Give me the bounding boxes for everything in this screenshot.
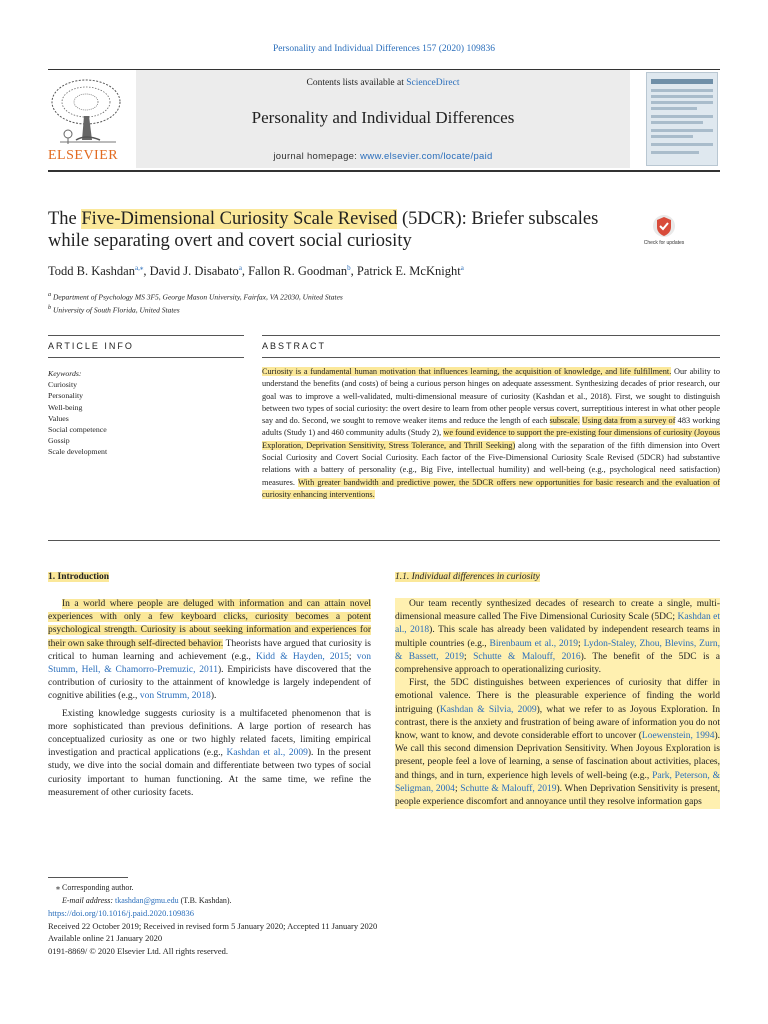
keyword-item: Personality	[48, 391, 84, 401]
abstract-mid-rule	[262, 357, 720, 358]
intro-paragraph-2	[48, 708, 371, 800]
s11-p1-text: ;	[464, 651, 474, 662]
intro-p1-text: ).	[210, 691, 217, 702]
abstract-text	[262, 366, 720, 501]
keyword-item: Scale development	[48, 447, 108, 457]
article-info-mid-rule	[48, 357, 244, 358]
s11-p1-text: Our team recently synthesized decades of research to create a single, multi-dimensional measure called The Five Dimensional Curiosity Scale (5DC;	[395, 599, 720, 623]
citation-link[interactable]: Kashdan & Silvia, 2009	[439, 704, 537, 715]
citation-link[interactable]: Kidd & Hayden, 2015	[256, 651, 349, 662]
citation-link[interactable]: von Stumm, Hell, & Chamorro-Premuzic, 2011	[48, 651, 372, 676]
contents-prefix: Contents lists available at	[306, 78, 407, 88]
abstract-highlight: Curiosity is a fundamental human motivation that influences learning, the acquisition of knowledge, and life fulfillment.	[262, 367, 672, 376]
keyword-item: Social competence	[48, 425, 107, 435]
title-highlight: Five-Dimensional Curiosity Scale Revised	[81, 209, 398, 229]
email-suffix: (T.B. Kashdan).	[178, 895, 232, 905]
introduction-heading	[48, 572, 109, 582]
citation-link[interactable]: von Strumm, 2018	[139, 691, 211, 702]
s11-p2-text: ), what we refer to as Joyous Exploration. In contrast, there is the anxiety and frustration of being aware of information you do not know, want to know, and devote considerable effort to uncover (	[395, 704, 721, 742]
affiliation-text: Department of Psychology MS 3F5, George Mason University, Fairfax, VA 22030, United States	[53, 292, 343, 302]
intro-paragraph-1	[48, 598, 371, 704]
available-online: Available online 21 January 2020	[48, 933, 163, 943]
keyword-item: Gossip	[48, 436, 70, 446]
author-sup[interactable]: b	[347, 264, 351, 272]
author-sup[interactable]: a,⁎	[134, 264, 144, 272]
title-part1: The	[48, 209, 82, 229]
corresponding-author-note: ⁎ Corresponding author.	[56, 883, 134, 892]
s11-p1-text: ;	[578, 638, 584, 649]
keywords-block	[48, 368, 107, 458]
section11-paragraph-2	[395, 677, 720, 809]
s11-p2-text: ). We call this second dimension Deprivation Sensitivity. When Joyous Exploration is present, people feel a love of learning, a sense of fascination about activities, places, and things, and in turn, experience high levels of well-being (e.g.,	[395, 731, 720, 781]
intro-p1-text: ;	[348, 651, 357, 662]
author-name[interactable]: Fallon R. Goodman	[248, 264, 348, 279]
abstract-heading: ABSTRACT	[262, 341, 327, 351]
citation-link[interactable]: Schutte & Malouff, 2019	[460, 783, 557, 794]
elsevier-wordmark: ELSEVIER	[48, 148, 119, 163]
sciencedirect-link[interactable]: ScienceDirect	[406, 78, 460, 88]
citation-link[interactable]: Birenbaum et al., 2019	[489, 638, 578, 649]
email-line	[48, 895, 377, 908]
journal-cover-thumbnail[interactable]	[646, 72, 718, 166]
section-1-1-heading-text: 1.1. Individual differences in curiosity	[395, 572, 540, 582]
footnotes	[48, 882, 377, 957]
intro-p2-text: Existing knowledge suggests curiosity is a multifaceted phenomenon that is more sophisticated than previous definitions. A large portion of research has conceptualized curiosity as one or two highly related facets, limiting empirical investigation and practical applications (e.g.,	[48, 708, 371, 759]
abstract-bottom-rule	[48, 540, 720, 541]
section11-paragraph-1	[395, 598, 720, 677]
elsevier-tree-logo	[46, 76, 130, 148]
journal-homepage-line	[136, 151, 630, 162]
citation-link[interactable]: Kashdan et al., 2018	[395, 612, 720, 636]
check-for-updates-icon[interactable]	[643, 212, 685, 252]
affiliation-item	[48, 290, 343, 303]
author-name[interactable]: Patrick E. McKnight	[356, 264, 461, 279]
email-link[interactable]: tkashdan@gmu.edu	[115, 895, 179, 905]
abstract-span: along with the separation of the fifth dimension into Overt Social Curiosity and Covert Social Curiosity. Each factor of the Five-Dimensional Curiosity Scale Revised (5DCR) had substantive relations with a battery of personality (e.g., Big Five, intellectual humility) and well-being (e.g., psychological need satisfaction) measures.	[262, 440, 720, 487]
journal-name: Personality and Individual Differences	[251, 108, 515, 127]
homepage-prefix: journal homepage:	[273, 151, 361, 162]
author-list: Todd B. Kashdan$^{a,⁎}$, David J. Disabato$^a$, Fallon R. Goodman$^b$, Patrick E. McKnight$^a$	[48, 264, 464, 279]
citation-link[interactable]: Loewenstein, 1994	[641, 731, 715, 742]
author-name[interactable]: Todd B. Kashdan	[48, 264, 135, 279]
affiliation-sup: b	[48, 303, 52, 311]
received-dates: Received 22 October 2019; Received in revised form 5 January 2020; Accepted 11 January 2020	[48, 920, 378, 931]
article-info-heading: ARTICLE INFO	[48, 341, 134, 351]
article-title	[48, 208, 608, 252]
s11-p2-text: ). When Deprivation Sensitivity is present, people experience discomfort and annoyance until they resolve information gaps	[395, 783, 721, 808]
abstract-top-rule	[262, 335, 720, 336]
intro-p1-text: Theorists have argued that curiosity is critical to human learning and achievement (e.g.,	[48, 638, 371, 662]
author-name[interactable]: David J. Disabato	[149, 264, 239, 279]
author-sup[interactable]: a	[460, 264, 464, 272]
abstract-highlight: we found evidence to support the pre-existing four dimensions of curiosity (Joyous Exploration, Deprivation Sensitivity, Stress Tolerance, and Thrill Seeking)	[262, 428, 720, 450]
journal-citation[interactable]: Personality and Individual Differences 157 (2020) 109836	[273, 44, 495, 54]
doi-link[interactable]: https://doi.org/10.1016/j.paid.2020.109836	[48, 908, 194, 918]
email-label: E-mail address:	[62, 895, 116, 905]
citation-link[interactable]: Schutte & Malouff, 2016	[473, 651, 581, 662]
citation-link[interactable]: Park, Peterson, & Seligman, 2004	[395, 770, 720, 794]
affiliation-item	[48, 303, 343, 316]
keyword-item: Well-being	[48, 402, 83, 412]
intro-p1-highlight: In a world where people are deluged with information and can attain novel experiences with only a few keyboard clicks, curiosity becomes a potent psychological strength. Curiosity is about seeking information and experiences for their own sake through self-directed behavior.	[48, 599, 371, 649]
section-1-1-heading	[395, 572, 540, 582]
s11-p2-text: First, the 5DC distinguishes between experiences of curiosity that differ in emotional valence. There is the pleasurable experience of finding the world intriguing (	[395, 678, 720, 715]
introduction-heading-text: 1. Introduction	[48, 572, 110, 582]
footnote-rule	[48, 877, 128, 878]
check-for-updates-label: Check for updates	[643, 240, 685, 246]
homepage-link[interactable]: www.elsevier.com/locate/paid	[360, 151, 493, 162]
citation-link[interactable]: Kashdan et al., 2009	[226, 748, 308, 759]
affiliation-text: University of South Florida, United States	[53, 305, 180, 314]
keyword-item: Curiosity	[48, 380, 78, 390]
abstract-span: 483 working adults (Study 1) and 460 community adults (Study 2),	[262, 416, 720, 438]
copyright-notice: 0191-8869/ © 2020 Elsevier Ltd. All rights reserved.	[48, 945, 228, 956]
citation-link[interactable]: Lydon-Staley, Zhou, Blevins, Zurn, & Bassett, 2019	[395, 638, 720, 662]
s11-p1-text: ). The benefit of the 5DC is a comprehensive approach to operationalizing curiosity.	[395, 651, 721, 676]
affiliations	[48, 290, 343, 315]
abstract-span: Our ability to understand the benefits (and costs) of being a curious person hinges on adequate assessment. Synthesizing decades of prior research, our goal was to improve a well-validated, multi-dimensional measure of curiosity (Kashdan et al., 2018). First, we sought to distinguish between two types of social curiosity: the overt desire to learn from other people versus covert, surreptitious interest in what other people say and do. Second, we sought to remove weaker items and reduce the length of each	[262, 367, 720, 426]
article-info-top-rule	[48, 335, 244, 336]
abstract-highlight: Using data from a survey of	[581, 416, 676, 426]
abstract-highlight: subscale.	[549, 416, 580, 426]
keyword-item: Values	[48, 413, 69, 423]
title-part2: (5DCR): Briefer subscales while separating overt and covert social curiosity	[48, 209, 599, 251]
body-column-right	[395, 598, 720, 809]
intro-p2-text: ). In the present study, we dive into the social domain and differentiate between two types of social curiosity important to human functioning. At the same time, we refine the measurement of other curiosity facets.	[48, 748, 372, 798]
intro-p1-text: ). Empiricists have discovered that the contribution of curiosity to the attainment of knowledge is largely independent of cognitive abilities (e.g.,	[48, 665, 372, 702]
s11-p2-text: ;	[454, 783, 461, 794]
header-bottom-rule	[48, 170, 720, 172]
body-column-left	[48, 598, 371, 800]
affiliation-sup: a	[48, 291, 52, 298]
keywords-label: Keywords:	[48, 369, 82, 378]
abstract-highlight: With greater bandwidth and predictive power, the 5DCR offers new opportunities for basic research and the evaluation of curiosity enhancing interventions.	[262, 477, 721, 499]
author-sup[interactable]: a	[238, 264, 242, 272]
s11-p1-text: ). This scale has already been validated by independent research teams in multiple countries (e.g.,	[395, 625, 721, 649]
contents-available-line	[136, 78, 630, 88]
